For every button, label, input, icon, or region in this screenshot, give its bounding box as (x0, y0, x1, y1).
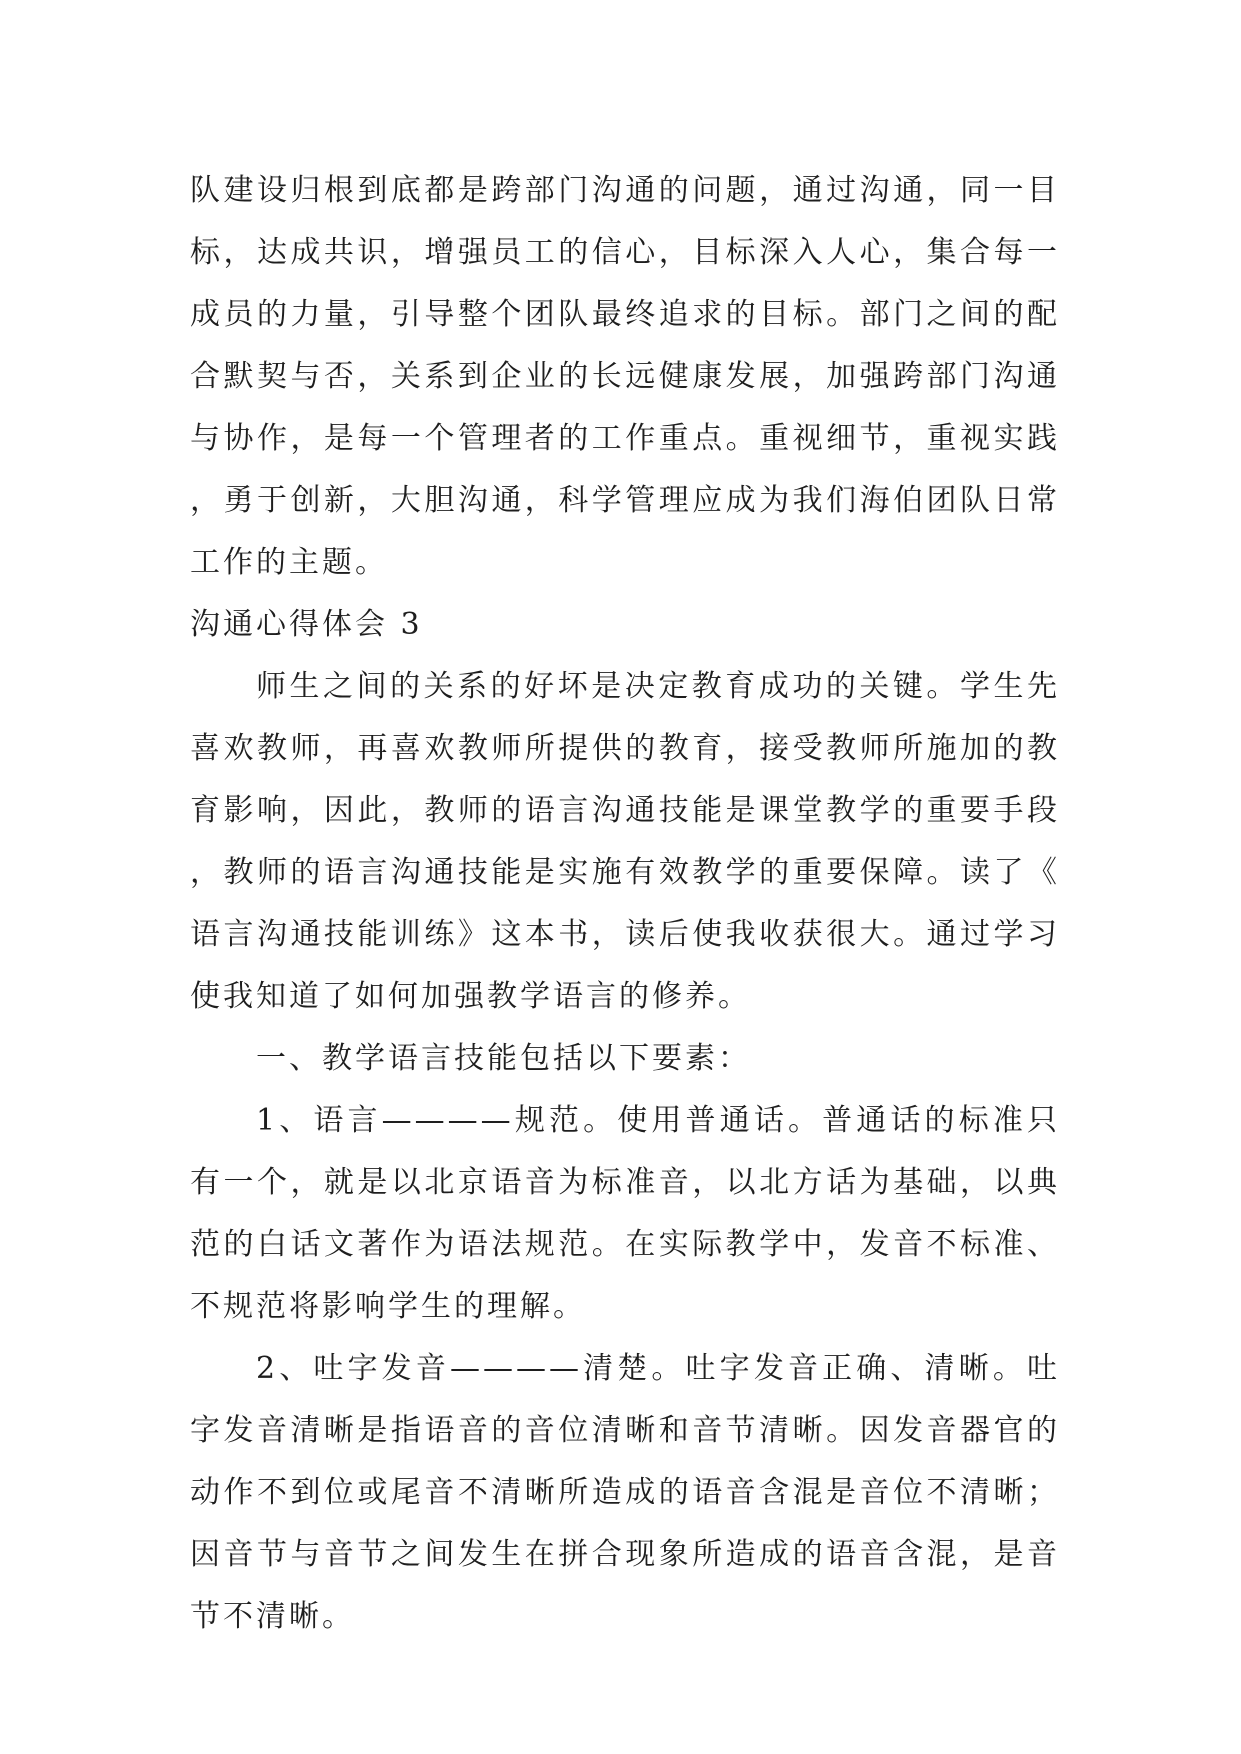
body-paragraph-3: 1、语言————规范。使用普通话。普通话的标准只有一个，就是以北京语音为标准音，以北方话为基础，以典范的白话文著作为语法规范。在实际教学中，发音不标准、不规范将影响学生的理解。 (190, 1103, 1060, 1324)
document-body (190, 160, 1060, 1648)
continuation-paragraph: 队建设归根到底都是跨部门沟通的问题，通过沟通，同一目标，达成共识，增强员工的信心，目标深入人心，集合每一成员的力量，引导整个团队最终追求的目标。部门之间的配合默契与否，关系到企业的长远健康发展，加强跨部门沟通与协作，是每一个管理者的工作重点。重视细节，重视实践，勇于创新，大胆沟通，科学管理应成为我们海伯团队日常工作的主题。 (190, 173, 1060, 580)
body-paragraph-1: 师生之间的关系的好坏是决定教育成功的关键。学生先喜欢教师，再喜欢教师所提供的教育，接受教师所施加的教育影响，因此，教师的语言沟通技能是课堂教学的重要手段，教师的语言沟通技能是实施有效教学的重要保障。读了《语言沟通技能训练》这本书，读后使我收获很大。通过学习使我知道了如何加强教学语言的修养。 (190, 669, 1060, 1014)
body-paragraph-2: 一、教学语言技能包括以下要素： (256, 1041, 751, 1076)
body-paragraph-4: 2、吐字发音————清楚。吐字发音正确、清晰。吐字发音清晰是指语音的音位清晰和音节清晰。因发音器官的动作不到位或尾音不清晰所造成的语音含混是音位不清晰；因音节与音节之间发生在拼合现象所造成的语音含混，是音节不清晰。 (190, 1351, 1060, 1634)
section-title: 沟通心得体会 3 (190, 607, 423, 642)
